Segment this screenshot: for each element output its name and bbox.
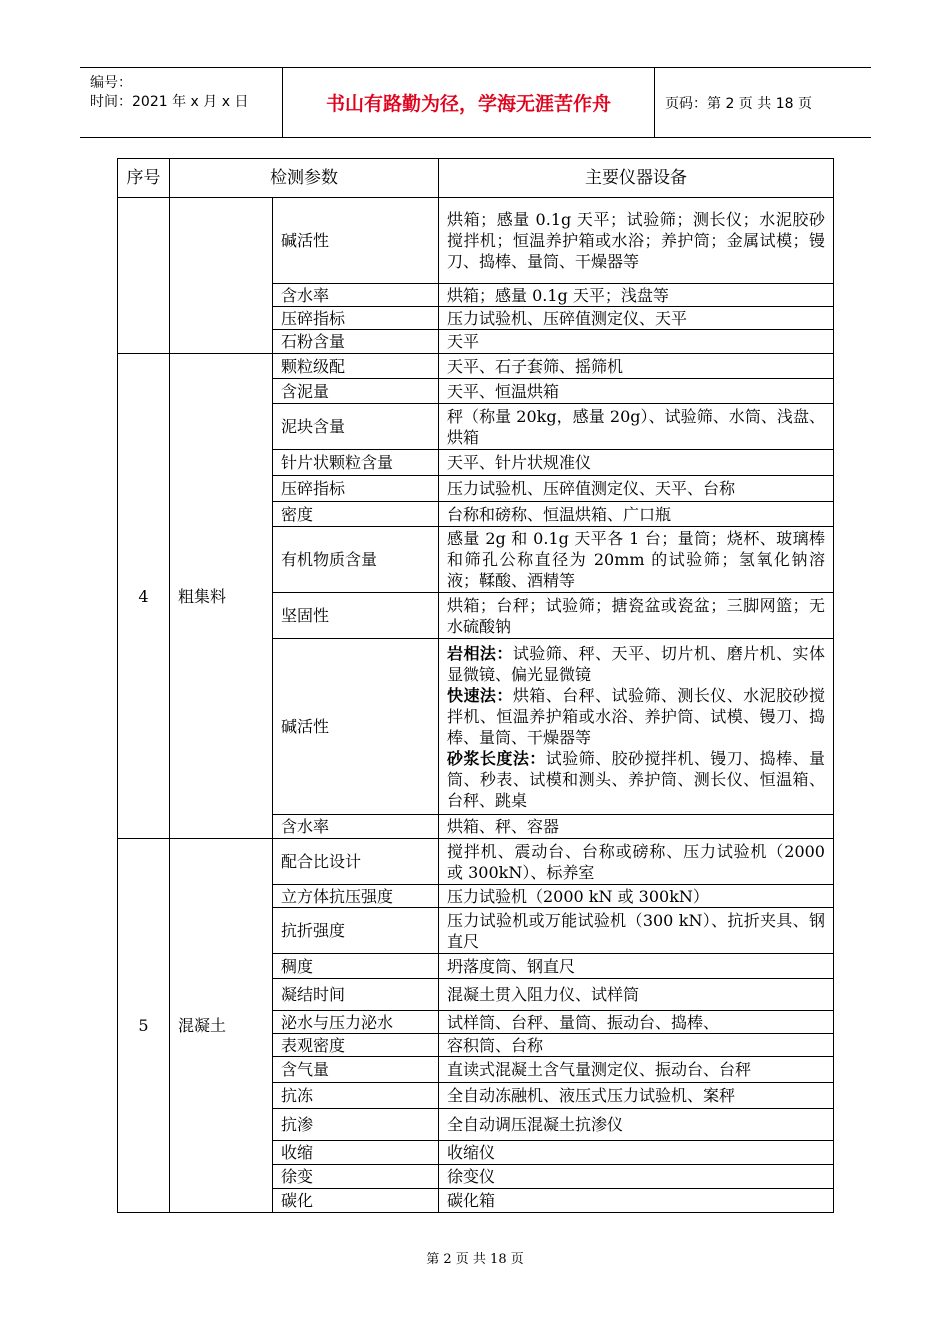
header-motto: 书山有路勤为径，学海无涯苦作舟 [325,93,611,115]
param-cell: 颗粒级配 [273,354,439,379]
method-text: 烘箱、台秤、试验筛、测长仪、水泥胶砂搅拌机、恒温养护箱或水浴、养护筒、试模、镘刀、捣棒、量筒、干燥器等 [447,685,825,747]
param-cell: 凝结时间 [273,979,439,1011]
param-cell: 碱活性 [273,198,439,284]
method-title: 快速法： [447,685,513,705]
equipment-cell: 烘箱；感量 0.1g 天平；浅盘等 [439,284,834,307]
param-cell: 压碎指标 [273,307,439,330]
equipment-cell: 试样筒、台秤、量筒、振动台、捣棒、 [439,1011,834,1034]
equipment-cell: 烘箱、秤、容器 [439,815,834,839]
param-cell: 抗折强度 [273,908,439,954]
method-text: 试验筛、秤、天平、切片机、磨片机、实体显微镜、偏光显微镜 [447,643,825,684]
equipment-cell: 徐变仪 [439,1165,834,1189]
category-cell: 混凝土 [170,839,273,1213]
document-number-label: 编号： [90,75,132,91]
method-title: 岩相法： [447,643,513,663]
param-cell: 泥块含量 [273,404,439,450]
equipment-cell: 烘箱；感量 0.1g 天平；试验筛；测长仪；水泥胶砂搅拌机；恒温养护箱或水浴；养护筒；金属试模；镘刀、捣棒、量筒、干燥器等 [439,198,834,284]
table-header-row [118,159,834,198]
param-cell: 含泥量 [273,379,439,404]
equipment-cell: 碳化箱 [439,1189,834,1213]
seq-cell: 4 [118,354,170,839]
param-cell: 配合比设计 [273,839,439,885]
param-cell: 泌水与压力泌水 [273,1011,439,1034]
equipment-cell: 混凝土贯入阻力仪、试样筒 [439,979,834,1011]
param-cell: 针片状颗粒含量 [273,450,439,476]
param-cell: 碱活性 [273,639,439,815]
table-row [118,354,834,379]
table-row [118,839,834,885]
header-seq: 序号 [118,159,170,198]
param-cell: 压碎指标 [273,476,439,502]
equipment-cell: 台称和磅称、恒温烘箱、广口瓶 [439,502,834,527]
page-header [80,67,871,138]
method-text: 试验筛、胶砂搅拌机、镘刀、捣棒、量筒、秒表、试模和测头、养护筒、测长仪、恒温箱、台秤、跳桌 [447,748,825,810]
param-cell: 密度 [273,502,439,527]
equipment-cell: 烘箱；台秤；试验筛；搪瓷盆或瓷盆；三脚网篮；无水硫酸钠 [439,593,834,639]
equipment-cell: 坍落度筒、钢直尺 [439,954,834,979]
equipment-cell: 天平 [439,330,834,354]
header-equipment: 主要仪器设备 [439,159,834,198]
equipment-cell: 全自动冻融机、液压式压力试验机、案秤 [439,1083,834,1109]
seq-cell [118,198,170,354]
equipment-cell: 天平、石子套筛、摇筛机 [439,354,834,379]
equipment-cell: 压力试验机、压碎值测定仪、天平、台称 [439,476,834,502]
param-cell: 含水率 [273,284,439,307]
param-cell: 石粉含量 [273,330,439,354]
param-cell: 表观密度 [273,1034,439,1057]
param-cell: 稠度 [273,954,439,979]
equipment-cell: 天平、针片状规准仪 [439,450,834,476]
equipment-cell: 搅拌机、震动台、台称或磅称、压力试验机（2000 或 300kN）、标养室 [439,839,834,885]
category-cell [170,198,273,354]
param-cell: 坚固性 [273,593,439,639]
param-cell: 收缩 [273,1141,439,1165]
equipment-cell: 压力试验机或万能试验机（300 kN）、抗折夹具、钢直尺 [439,908,834,954]
seq-cell: 5 [118,839,170,1213]
header-page-info: 页码：第 2 页 共 18 页 [665,95,812,112]
equipment-cell: 收缩仪 [439,1141,834,1165]
param-cell: 含气量 [273,1057,439,1083]
param-cell: 抗渗 [273,1109,439,1141]
param-cell: 立方体抗压强度 [273,885,439,908]
param-cell: 碳化 [273,1189,439,1213]
param-cell: 有机物质含量 [273,527,439,593]
equipment-cell: 压力试验机（2000 kN 或 300kN） [439,885,834,908]
param-cell: 徐变 [273,1165,439,1189]
header-param: 检测参数 [170,159,439,198]
equipment-cell: 直读式混凝土含气量测定仪、振动台、台秤 [439,1057,834,1083]
document-date: 时间：2021 年 x 月 x 日 [90,94,249,110]
equipment-cell: 天平、恒温烘箱 [439,379,834,404]
method-title: 砂浆长度法： [447,748,546,768]
equipment-table [117,158,834,1213]
equipment-cell: 压力试验机、压碎值测定仪、天平 [439,307,834,330]
page-footer: 第 2 页 共 18 页 [426,1252,524,1267]
equipment-cell: 秤（称量 20kg，感量 20g）、试验筛、水筒、浅盘、烘箱 [439,404,834,450]
param-cell: 含水率 [273,815,439,839]
header-meta [80,68,282,137]
equipment-cell: 容积筒、台称 [439,1034,834,1057]
param-cell: 抗冻 [273,1083,439,1109]
category-cell: 粗集料 [170,354,273,839]
equipment-cell [439,639,834,815]
equipment-cell: 全自动调压混凝土抗渗仪 [439,1109,834,1141]
equipment-cell: 感量 2g 和 0.1g 天平各 1 台；量筒；烧杯、玻璃棒和筛孔公称直径为 20mm 的试验筛；氢氧化钠溶液；鞣酸、酒精等 [439,527,834,593]
table-row [118,198,834,284]
